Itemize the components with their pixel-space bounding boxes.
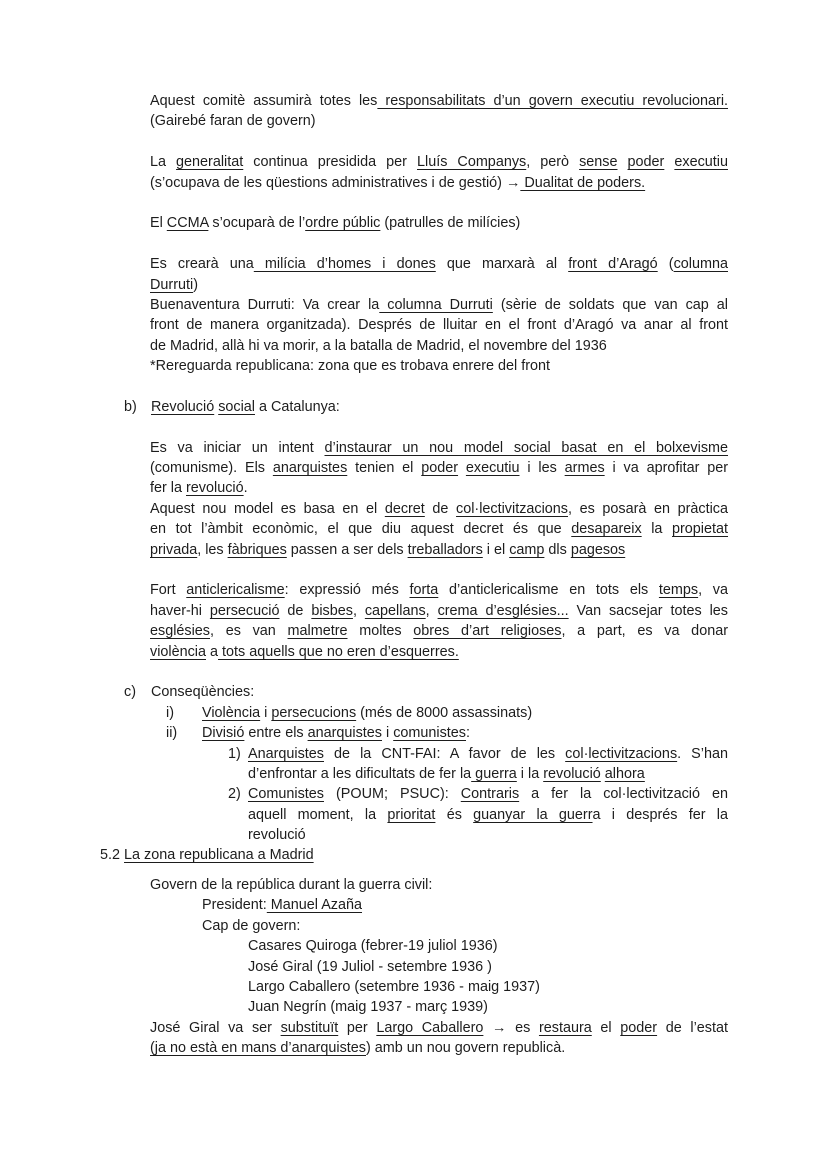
text-segment: és xyxy=(435,806,474,823)
text-line xyxy=(150,91,728,111)
text-line xyxy=(248,825,728,845)
text-segment: , es van xyxy=(210,623,288,640)
text-line xyxy=(166,703,728,723)
text-segment: Es crearà una xyxy=(150,256,254,273)
text-segment xyxy=(664,154,674,170)
text-segment: ) xyxy=(193,276,198,293)
text-segment: , però xyxy=(526,154,580,171)
text-segment: Cap de govern: xyxy=(202,917,301,934)
text-line xyxy=(248,936,728,956)
underlined-text: CCMA xyxy=(166,215,209,232)
underlined-text: Lluís Companys xyxy=(417,154,527,171)
text-line xyxy=(248,977,728,997)
underlined-text: capellans xyxy=(364,602,426,619)
text-segment: a i després fer la xyxy=(592,806,729,823)
text-segment: en tot l’àmbit econòmic, el que diu aquest decret és que xyxy=(150,521,572,538)
text-segment xyxy=(618,154,628,170)
text-segment: , a part, es va donar xyxy=(561,623,728,640)
text-line xyxy=(150,642,728,662)
underlined-text: persecucions xyxy=(271,704,357,721)
underlined-text: treballadors xyxy=(407,541,483,558)
text-segment: que marxarà al xyxy=(435,256,569,273)
underlined-text: pagesos xyxy=(570,541,626,558)
text-segment: i la xyxy=(516,765,544,782)
text-line xyxy=(150,275,728,295)
text-segment: , les xyxy=(197,541,228,558)
text-segment: → es xyxy=(483,1019,539,1036)
text-line xyxy=(150,458,728,478)
text-segment: d’enfrontar a les dificultats de fer la xyxy=(248,765,472,782)
text-segment: . xyxy=(243,480,248,497)
text-segment: 5.2 xyxy=(100,847,125,864)
underlined-text: social xyxy=(218,398,255,415)
underlined-text: columna Durruti xyxy=(379,296,493,313)
underlined-text: temps xyxy=(658,582,699,599)
text-line xyxy=(166,723,728,743)
underlined-text: guanyar la guerr xyxy=(473,806,593,823)
text-segment: de l’estat xyxy=(657,1019,728,1036)
text-segment: Conseqüències: xyxy=(151,684,255,701)
underlined-text: obres d’art religioses xyxy=(413,623,562,640)
text-line xyxy=(124,682,728,702)
text-segment: (sèrie de soldats que van cap al xyxy=(492,296,728,313)
underlined-text: revolució xyxy=(543,765,601,782)
underlined-text: Revolució xyxy=(151,398,215,415)
underlined-text: Comunistes xyxy=(248,786,324,803)
text-segment: Casares Quiroga (febrer-19 juliol 1936) xyxy=(248,938,498,955)
underlined-text: armes xyxy=(564,460,605,477)
text-line xyxy=(150,111,728,131)
list-marker: i) xyxy=(166,704,174,721)
underlined-text: anarquistes xyxy=(307,725,382,742)
underlined-text: executiu xyxy=(674,154,728,171)
text-segment: i les xyxy=(519,460,565,477)
underlined-text: generalitat xyxy=(176,154,244,171)
text-segment: (més de 8000 assassinats) xyxy=(356,704,533,721)
underlined-text: d’instaurar un nou model social basat en el bolxevisme xyxy=(324,439,729,456)
text-segment: : expressió més xyxy=(284,582,410,599)
text-segment: passen a ser dels xyxy=(286,541,408,558)
underlined-text: responsabilitats d’un govern executiu revolucionari. xyxy=(377,93,729,109)
text-segment: José Giral (19 Juliol - setembre 1936 ) xyxy=(248,958,492,975)
text-segment: de Madrid, allà hi va morir, a la batalla de Madrid, el novembre del 1936 xyxy=(150,337,607,354)
text-segment: . S’han xyxy=(677,745,728,762)
text-segment: continua presidida per xyxy=(243,154,417,171)
text-segment: a fer la col·lectivització en xyxy=(519,786,728,803)
underlined-text: forta xyxy=(409,582,439,599)
text-segment: , va xyxy=(698,582,728,599)
text-segment: de la CNT-FAI: A favor de les xyxy=(324,745,566,762)
text-line xyxy=(150,295,728,315)
text-line xyxy=(150,580,728,600)
underlined-text: ordre públic xyxy=(305,215,381,232)
text-segment: tenien el xyxy=(347,460,422,477)
underlined-text: camp xyxy=(509,541,545,558)
text-line xyxy=(150,1038,728,1058)
underlined-text: poder xyxy=(620,1019,658,1036)
text-segment: d’anticlericalisme en tots els xyxy=(438,582,659,599)
text-segment: de xyxy=(279,602,312,619)
text-segment: , xyxy=(352,602,365,619)
text-line xyxy=(150,254,728,274)
list-marker: 1) xyxy=(228,745,241,762)
text-line xyxy=(124,397,728,417)
underlined-text: poder xyxy=(421,460,459,477)
underlined-text: col·lectivitzacions xyxy=(456,500,568,517)
underlined-text: crema d’esglésies... xyxy=(437,602,569,619)
underlined-text: prioritat xyxy=(387,806,436,823)
underlined-text: violència xyxy=(150,643,206,660)
list-marker: c) xyxy=(124,684,136,701)
underlined-text: restaura xyxy=(538,1019,592,1036)
text-segment: (POUM; PSUC): xyxy=(323,786,461,803)
text-segment: moltes xyxy=(347,623,414,640)
underlined-text: col·lectivitzacions xyxy=(565,745,678,762)
underlined-text: Anarquistes xyxy=(248,745,324,762)
text-segment: (s’ocupava de les qüestions administratives i de gestió) → xyxy=(150,174,521,191)
text-line xyxy=(150,601,728,621)
text-segment: Largo Caballero (setembre 1936 - maig 1937) xyxy=(248,978,540,995)
text-segment: a Catalunya: xyxy=(255,398,340,415)
text-line xyxy=(150,499,728,519)
text-segment: i va aprofitar per xyxy=(604,460,729,477)
text-segment: s’ocuparà de l’ xyxy=(208,215,306,232)
text-line xyxy=(202,895,728,915)
text-segment: Aquest comitè assumirà totes les xyxy=(150,93,378,109)
text-segment: Van sacsejar totes les xyxy=(568,602,728,619)
underlined-text: Divisió xyxy=(202,725,245,742)
underlined-text: bisbes xyxy=(311,602,353,619)
text-line xyxy=(150,519,728,539)
underlined-text: esglésies xyxy=(150,623,210,640)
text-segment: i xyxy=(382,725,394,742)
underlined-text: milícia d’homes i dones xyxy=(253,256,436,273)
underlined-text: propietat xyxy=(672,521,729,538)
text-segment: Buenaventura Durruti: Va crear la xyxy=(150,296,380,313)
list-marker: ii) xyxy=(166,725,178,742)
text-segment: El xyxy=(150,215,167,232)
underlined-text: substituït xyxy=(280,1019,339,1036)
text-line xyxy=(248,764,728,784)
underlined-text: poder xyxy=(627,154,665,171)
underlined-text: Durruti xyxy=(150,276,194,293)
text-line xyxy=(202,916,728,936)
text-line xyxy=(150,213,728,233)
text-line xyxy=(248,957,728,977)
underlined-text: alhora xyxy=(604,765,645,782)
text-segment: revolució xyxy=(248,827,306,844)
text-segment: i xyxy=(260,704,272,721)
text-segment: de xyxy=(424,500,457,517)
underlined-text: La zona republicana a Madrid xyxy=(124,847,314,864)
text-segment: *Rereguarda republicana: zona que es trobava enrere del front xyxy=(150,358,551,375)
text-segment: President: xyxy=(202,897,267,914)
underlined-text: tots aquells que no eren d’esquerres. xyxy=(218,643,459,660)
text-segment: entre els xyxy=(244,725,308,742)
text-line xyxy=(150,173,728,193)
underlined-text: Violència xyxy=(202,704,261,721)
text-segment: Aquest nou model es basa en el xyxy=(150,500,385,517)
text-line xyxy=(150,315,728,335)
text-segment: La xyxy=(150,154,177,171)
text-line xyxy=(150,152,728,172)
text-line xyxy=(150,478,728,498)
underlined-text: desapareix xyxy=(571,521,642,538)
text-segment: la xyxy=(641,521,672,538)
text-segment: Juan Negrín (maig 1937 - març 1939) xyxy=(248,999,488,1016)
underlined-text: anticlericalisme xyxy=(186,582,285,599)
document-body xyxy=(0,91,828,1059)
underlined-text: comunistes xyxy=(393,725,466,742)
text-segment: el xyxy=(591,1019,621,1036)
underlined-text: privada xyxy=(150,541,198,558)
underlined-text: Largo Caballero xyxy=(376,1019,484,1036)
underlined-text: columna xyxy=(673,256,728,273)
text-line xyxy=(150,875,728,895)
underlined-text: guerra xyxy=(471,765,517,782)
underlined-text: sense xyxy=(579,154,618,171)
text-line xyxy=(150,621,728,641)
list-marker: 2) xyxy=(228,786,241,803)
text-segment: , es posarà en pràctica xyxy=(568,500,728,517)
text-segment: front de manera organitzada). Després de lluitar en el front d’Aragó va anar al front xyxy=(150,317,728,334)
text-line xyxy=(228,784,728,804)
text-segment: (patrulles de milícies) xyxy=(380,215,521,232)
text-segment: dls xyxy=(544,541,571,558)
text-segment: fer la xyxy=(150,480,186,497)
underlined-text: front d’Aragó xyxy=(568,256,658,273)
text-segment: Fort xyxy=(150,582,187,599)
text-line xyxy=(248,997,728,1017)
underlined-text: persecució xyxy=(209,602,280,619)
text-segment: : xyxy=(466,725,470,742)
text-line xyxy=(150,438,728,458)
underlined-text: Manuel Azaña xyxy=(266,897,363,914)
underlined-text: fàbriques xyxy=(227,541,287,558)
underlined-text: executiu xyxy=(465,460,520,477)
text-segment: José Giral va ser xyxy=(150,1019,281,1036)
underlined-text: decret xyxy=(384,500,425,517)
list-marker: b) xyxy=(124,398,137,415)
underlined-text: malmetre xyxy=(287,623,348,640)
text-line xyxy=(100,845,728,865)
underlined-text: Dualitat de poders. xyxy=(520,174,646,191)
text-segment: Es va iniciar un intent xyxy=(150,439,325,456)
text-segment: a xyxy=(206,643,219,660)
text-segment: ( xyxy=(657,256,674,273)
text-segment: per xyxy=(338,1019,377,1036)
underlined-text: (ja no està en mans d’anarquistes xyxy=(150,1040,366,1057)
text-line xyxy=(150,356,728,376)
text-line xyxy=(150,1018,728,1038)
text-line xyxy=(228,744,728,764)
text-segment: , xyxy=(425,602,438,619)
text-line xyxy=(150,336,728,356)
text-segment: (Gairebé faran de govern) xyxy=(150,113,316,130)
text-segment xyxy=(458,460,466,476)
text-segment: aquell moment, la xyxy=(248,806,388,823)
text-line xyxy=(150,540,728,560)
underlined-text: Contraris xyxy=(460,786,520,803)
text-segment: i el xyxy=(482,541,510,558)
underlined-text: revolució xyxy=(186,480,244,497)
underlined-text: anarquistes xyxy=(272,460,348,477)
text-segment: (comunisme). Els xyxy=(150,460,273,477)
text-segment: ) amb un nou govern republicà. xyxy=(366,1040,566,1057)
text-segment: Govern de la república durant la guerra civil: xyxy=(150,877,433,894)
text-line xyxy=(248,805,728,825)
text-segment: haver-hi xyxy=(150,602,210,619)
